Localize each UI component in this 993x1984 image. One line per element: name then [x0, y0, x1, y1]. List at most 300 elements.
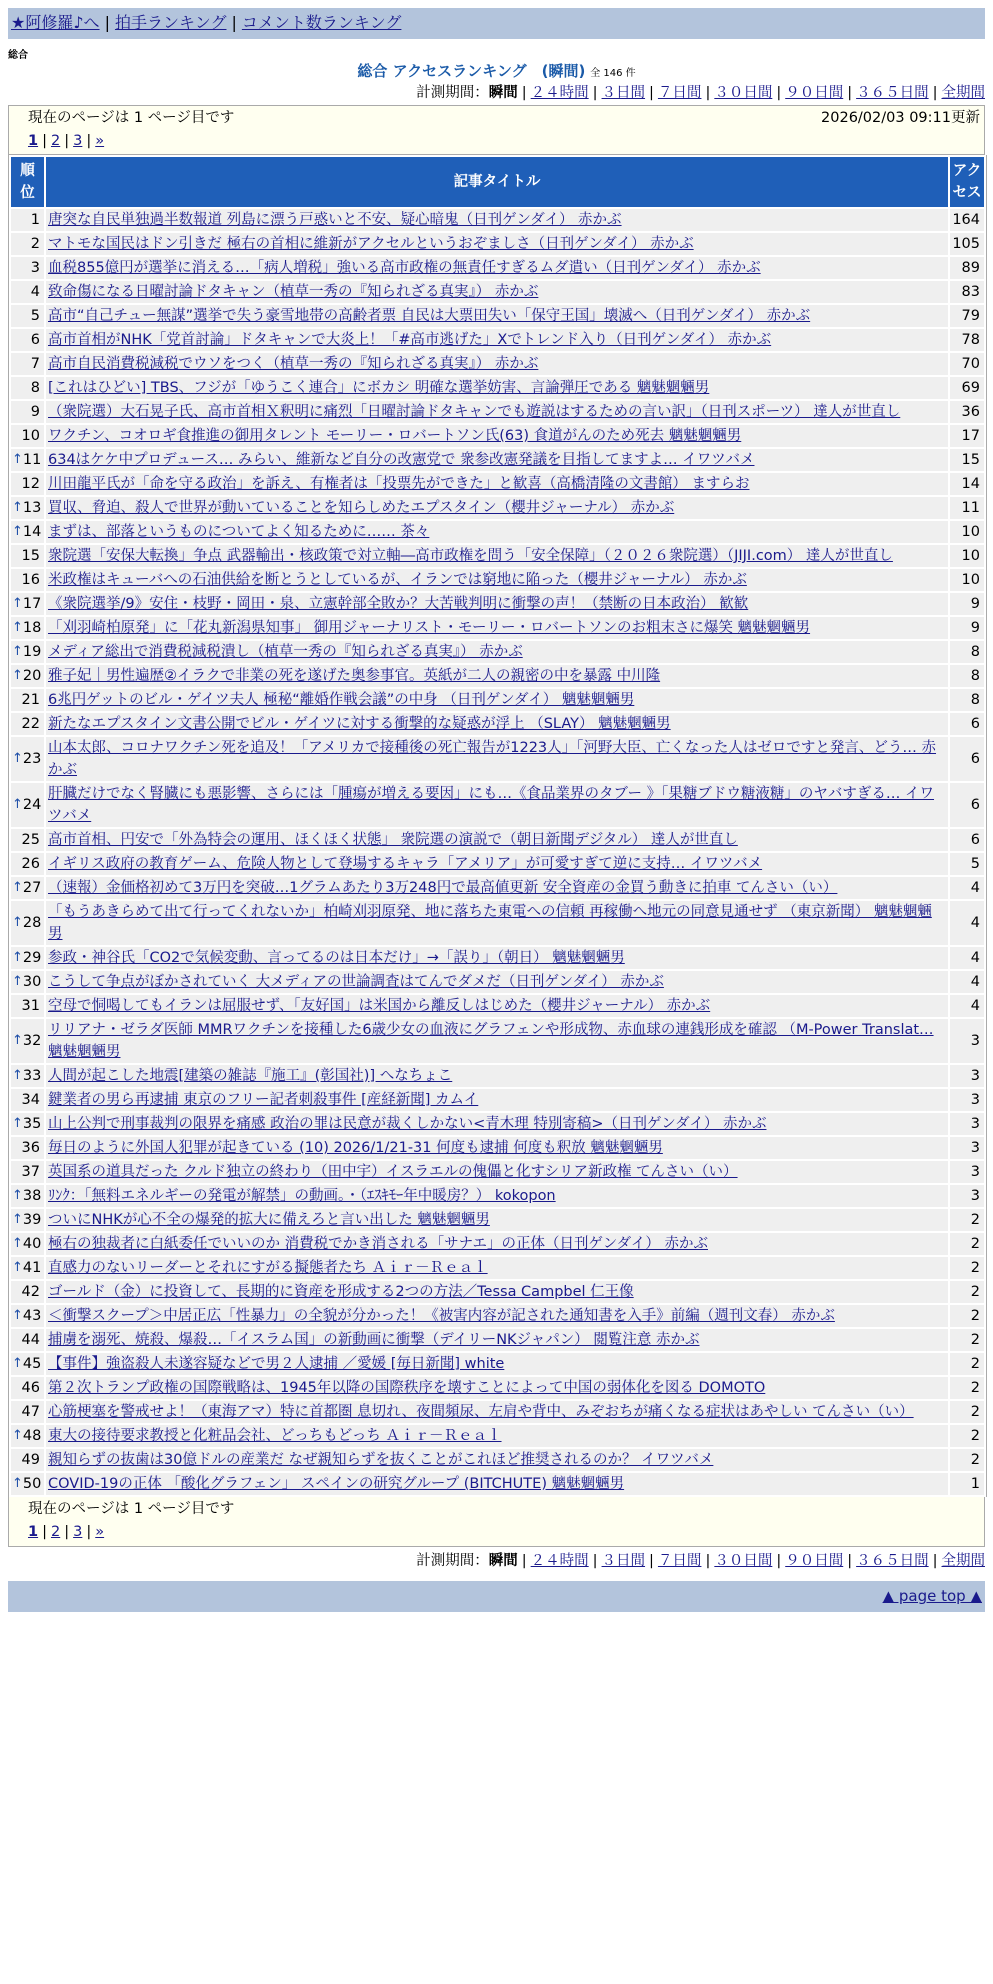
article-link[interactable]: 空母で恫喝してもイランは屈服せず、「友好国」は米国から離反しはじめた（櫻井ジャーナル） 赤かぶ — [48, 998, 711, 1014]
article-link[interactable]: （衆院選）大石晃子氏、高市首相Ｘ釈明に痛烈「日曜討論ドタキャンでも遊説はするための言い訳」（日刊スポーツ） 達人が世直し — [48, 404, 901, 420]
up-arrow-icon: ↑ — [12, 668, 23, 683]
article-link[interactable]: ゴールド（金）に投資して、長期的に資産を形成する2つの方法／Tessa Campbel 仁王像 — [48, 1284, 634, 1300]
rank-cell — [11, 1137, 44, 1159]
title-cell — [46, 641, 948, 663]
period-link-3[interactable]: ７日間 — [657, 1553, 702, 1569]
table-row — [11, 1425, 984, 1447]
up-arrow-icon: ↑ — [12, 1068, 23, 1083]
rank-cell — [11, 1113, 44, 1135]
access-count: 2 — [950, 1281, 984, 1303]
separator: | — [649, 1553, 654, 1569]
title-cell — [46, 1089, 948, 1111]
separator: | — [847, 1553, 853, 1569]
access-count: 1 — [950, 1473, 984, 1495]
access-count: 10 — [950, 521, 984, 543]
period-link-4[interactable]: ３０日間 — [714, 1553, 773, 1569]
access-count: 4 — [950, 947, 984, 969]
table-row — [11, 783, 984, 827]
title-cell — [46, 449, 948, 471]
article-link[interactable]: 人間が起こした地震[建築の雑誌『施工』(彰国社)] へなちょこ — [48, 1068, 453, 1084]
up-arrow-icon: ↑ — [12, 1212, 23, 1227]
article-link[interactable]: 買収、脅迫、殺人で世界が動いていることを知らしめたエプスタイン（櫻井ジャーナル） 赤かぶ — [48, 500, 675, 516]
article-link[interactable]: マトモな国民はドン引きだ 極右の首相に維新がアクセルというおぞましさ（日刊ゲンダイ） 赤かぶ — [48, 236, 694, 252]
rank-number: 21 — [21, 692, 40, 708]
period-link-3[interactable]: ７日間 — [657, 85, 702, 101]
rank-number: 7 — [30, 356, 40, 372]
clap-ranking-link[interactable]: 拍手ランキング — [114, 13, 227, 32]
rank-cell — [11, 377, 44, 399]
title-cell — [46, 1209, 948, 1231]
rank-number: 15 — [21, 548, 40, 564]
rank-number: 29 — [22, 950, 42, 966]
article-link[interactable]: 新たなエプスタイン文書公開でビル・ゲイツに対する衝撃的な疑惑が浮上 （SLAY） 魑魅魍魎男 — [48, 716, 671, 732]
page-link-1[interactable]: 2 — [50, 1524, 61, 1540]
article-link[interactable]: 【事件】強盗殺人未遂容疑などで男２人逮捕 ／愛媛 [毎日新聞] white — [48, 1356, 505, 1372]
period-label: 計測期間： — [416, 85, 489, 101]
page-link-3[interactable]: » — [95, 1524, 105, 1540]
page-links — [28, 1521, 984, 1544]
article-link[interactable]: リリアナ・ゼラダ医師 MMRワクチンを接種した6歳少女の血液にグラフェンや形成物、赤血球の連銭形成を確認 （M-Power Translat… 魑魅魍魎男 — [48, 1022, 934, 1060]
rank-cell — [11, 617, 44, 639]
article-link[interactable]: メディア総出で消費税減税潰し（植草一秀の『知られざる真実』） 赤かぶ — [48, 644, 523, 660]
up-arrow-icon: ↑ — [12, 500, 23, 515]
bottom-bar — [8, 1581, 985, 1612]
table-row — [11, 947, 984, 969]
table-row — [11, 353, 984, 375]
access-count: 70 — [950, 353, 984, 375]
up-arrow-icon: ↑ — [12, 452, 23, 467]
period-link-1[interactable]: ２４時間 — [530, 85, 589, 101]
access-count: 8 — [950, 689, 984, 711]
home-link[interactable]: ★阿修羅♪へ — [11, 13, 100, 32]
access-count: 8 — [950, 641, 984, 663]
rank-cell — [11, 329, 44, 351]
article-link[interactable]: ワクチン、コオロギ食推進の御用タレント モーリー・ロバートソン氏(63) 食道がんのため死去 魑魅魍魎男 — [48, 428, 742, 444]
title-cell — [46, 281, 948, 303]
article-link[interactable]: 東大の接待要求教授と化粧品会社、どっちもどっち Ａｉｒ－Ｒｅａｌ — [48, 1428, 502, 1444]
article-link[interactable]: 634はケケ中プロデュース… みらい、維新など自分の改憲党で 衆参改憲発議を目指してますよ… イワツバメ — [48, 452, 755, 468]
title-cell — [46, 425, 948, 447]
rank-number: 27 — [22, 880, 42, 896]
table-row — [11, 521, 984, 543]
article-link[interactable]: 唐突な自民単独過半数報道 列島に漂う戸惑いと不安、疑心暗鬼（日刊ゲンダイ） 赤かぶ — [48, 212, 622, 228]
up-arrow-icon: ↑ — [12, 1260, 23, 1275]
rank-cell — [11, 1185, 44, 1207]
article-link[interactable]: 川田龍平氏が「命を守る政治」を訴え、有権者は「投票先ができた」と歓喜（高橋清隆の文書館） ますらお — [48, 476, 750, 492]
up-arrow-icon: ↑ — [12, 596, 23, 611]
access-column-header — [950, 157, 984, 207]
title-cell — [46, 1305, 948, 1327]
article-link[interactable]: 米政権はキューバへの石油供給を断とうとしているが、イランでは窮地に陥った（櫻井ジャーナル） 赤かぶ — [48, 572, 747, 588]
article-link[interactable]: 雅子妃｜男性遍歴②イラクで非業の死を遂げた奥参事官。英紙が二人の親密の中を暴露 中川隆 — [48, 668, 661, 684]
title-cell — [46, 1449, 948, 1471]
rank-number: 3 — [30, 260, 40, 276]
article-link[interactable]: （速報）金価格初めて3万円を突破…1グラムあたり3万248円で最高値更新 安全資産の金買う動きに拍車 てんさい（い） — [48, 880, 838, 896]
rank-number: 42 — [21, 1284, 40, 1300]
article-link[interactable]: 高市首相、円安で「外為特会の運用、ほくほく状態」 衆院選の演説で（朝日新聞デジタル） 達人が世直し — [48, 832, 738, 848]
rank-number: 38 — [22, 1188, 42, 1204]
rank-number: 33 — [22, 1068, 42, 1084]
access-count: 9 — [950, 617, 984, 639]
rank-cell — [11, 1065, 44, 1087]
rank-cell — [11, 449, 44, 471]
rank-number: 5 — [30, 308, 40, 324]
rank-number: 4 — [30, 284, 40, 300]
period-label: 計測期間： — [416, 1553, 489, 1569]
page-top-link[interactable]: ▲ page top ▲ — [882, 1587, 982, 1605]
rank-number: 24 — [22, 797, 42, 813]
rank-cell — [11, 1161, 44, 1183]
article-link[interactable]: 山本太郎、コロナワクチン死を追及！「アメリカで接種後の死亡報告が1223人」「河野大臣、亡くなった人はゼロですと発言、どう… 赤かぶ — [48, 740, 937, 778]
rank-number: 37 — [21, 1164, 40, 1180]
pager-top — [8, 105, 985, 155]
separator: | — [521, 85, 527, 101]
rank-number: 10 — [21, 428, 40, 444]
rank-number: 18 — [22, 620, 42, 636]
ranking-table — [8, 155, 987, 1497]
page-link-2[interactable]: 3 — [73, 1524, 83, 1540]
rank-cell — [11, 593, 44, 615]
period-current-0: 瞬間 — [488, 1553, 518, 1569]
access-count: 17 — [950, 425, 984, 447]
period-link-7[interactable]: 全期間 — [941, 1553, 985, 1569]
period-link-5[interactable]: ９０日間 — [785, 1553, 844, 1569]
rank-number: 23 — [22, 751, 42, 767]
title-cell — [46, 353, 948, 375]
title-cell — [46, 1185, 948, 1207]
table-row — [11, 617, 984, 639]
access-count: 6 — [950, 713, 984, 735]
access-count: 6 — [950, 783, 984, 827]
period-link-2[interactable]: ３日間 — [601, 1553, 646, 1569]
period-link-5[interactable]: ９０日間 — [785, 85, 844, 101]
table-row — [11, 1353, 984, 1375]
rank-number: 34 — [21, 1092, 40, 1108]
up-arrow-icon: ↑ — [12, 620, 23, 635]
article-link[interactable]: 極右の独裁者に白紙委任でいいのか 消費税でかき消される「サナエ」の正体（日刊ゲンダイ） 赤かぶ — [48, 1236, 708, 1252]
table-row — [11, 425, 984, 447]
article-link[interactable]: 血税855億円が選挙に消える…「病人増税」強いる高市政権の無責任すぎるムダ遣い（日刊ゲンダイ） 赤かぶ — [48, 260, 761, 276]
rank-number: 28 — [22, 915, 42, 931]
separator: | — [42, 133, 47, 149]
rank-cell — [11, 281, 44, 303]
rank-cell — [11, 497, 44, 519]
rank-column-header — [11, 157, 44, 207]
up-arrow-icon: ↑ — [12, 524, 23, 539]
rank-number: 43 — [22, 1308, 42, 1324]
article-link[interactable]: 毎日のように外国人犯罪が起きている (10) 2026/1/21-31 何度も逮捕 何度も釈放 魑魅魍魎男 — [48, 1140, 663, 1156]
rank-number: 19 — [22, 644, 42, 660]
separator: | — [86, 1524, 92, 1540]
rank-cell — [11, 995, 44, 1017]
table-row — [11, 281, 984, 303]
article-link[interactable]: COVID-19の正体 「酸化グラフェン」 スペインの研究グループ (BITCHUTE) 魑魅魍魎男 — [48, 1476, 625, 1492]
rank-cell — [11, 1425, 44, 1447]
title-cell — [46, 783, 948, 827]
article-link[interactable]: 「もうあきらめて出て行ってくれないか」柏崎刈羽原発、地に落ちた東電への信頼 再稼働へ地元の同意見通せず （東京新聞） 魑魅魍魎男 — [48, 904, 932, 942]
page-link-3[interactable]: » — [95, 133, 105, 149]
article-link[interactable]: 参政・神谷氏「CO2で気候変動、言ってるのは日本だけ」→「誤り」（朝日） 魑魅魍魎男 — [48, 950, 625, 966]
period-selector-top — [8, 82, 985, 105]
period-link-1[interactable]: ２４時間 — [530, 1553, 589, 1569]
article-link[interactable]: 心筋梗塞を警戒せよ！（東海アマ）特に首都圏 息切れ、夜間頻尿、左肩や背中、みぞおちが痛くなる症状はあやしい てんさい（い） — [48, 1404, 914, 1420]
rank-number: 22 — [21, 716, 40, 732]
access-count: 3 — [950, 1137, 984, 1159]
rank-number: 20 — [22, 668, 42, 684]
access-count: 2 — [950, 1305, 984, 1327]
table-row — [11, 713, 984, 735]
title-column-header: 記事タイトル — [46, 157, 948, 207]
page-link-1[interactable]: 2 — [50, 133, 61, 149]
article-link[interactable]: まずは、部落というものについてよく知るために…… 茶々 — [48, 524, 430, 540]
rank-cell — [11, 1281, 44, 1303]
rank-number: 35 — [22, 1116, 42, 1132]
article-link[interactable]: 「刈羽崎柏原発」に「花丸新潟県知事」 御用ジャーナリスト・モーリー・ロバートソンのお粗末さに爆笑 魑魅魍魎男 — [48, 620, 811, 636]
period-link-4[interactable]: ３０日間 — [714, 85, 773, 101]
article-link[interactable]: [これはひどい] TBS、フジが「ゆうこく連合」にボカシ 明確な選挙妨害、言論弾圧である 魑魅魍魎男 — [48, 380, 710, 396]
page-link-0[interactable]: 1 — [28, 133, 39, 149]
rank-number: 30 — [22, 974, 42, 990]
rank-cell — [11, 545, 44, 567]
title-cell — [46, 877, 948, 899]
up-arrow-icon: ↑ — [12, 974, 23, 989]
table-row — [11, 401, 984, 423]
up-arrow-icon: ↑ — [12, 797, 23, 812]
table-row — [11, 1449, 984, 1471]
separator: | — [705, 85, 711, 101]
article-link[interactable]: 鍵業者の男ら再逮捕 東京のフリー記者刺殺事件 [産経新聞] カムイ — [48, 1092, 479, 1108]
table-row — [11, 853, 984, 875]
table-row — [11, 593, 984, 615]
table-row — [11, 641, 984, 663]
table-row — [11, 329, 984, 351]
rank-cell — [11, 737, 44, 781]
separator: | — [592, 1553, 598, 1569]
rank-cell — [11, 665, 44, 687]
comment-ranking-link[interactable]: コメント数ランキング — [241, 13, 402, 32]
up-arrow-icon: ↑ — [12, 915, 23, 930]
rank-cell — [11, 473, 44, 495]
rank-cell — [11, 1089, 44, 1111]
title-cell — [46, 521, 948, 543]
separator: | — [64, 133, 70, 149]
title-cell — [46, 305, 948, 327]
table-row — [11, 449, 984, 471]
up-arrow-icon: ↑ — [12, 1356, 23, 1371]
period-link-6[interactable]: ３６５日間 — [856, 1553, 929, 1569]
rank-cell — [11, 1305, 44, 1327]
rank-number: 26 — [21, 856, 40, 872]
title-cell — [46, 1401, 948, 1423]
header-part: 位 — [20, 185, 35, 201]
up-arrow-icon: ↑ — [12, 880, 23, 895]
access-count: 3 — [950, 1019, 984, 1063]
title-cell — [46, 971, 948, 993]
title-cell — [46, 377, 948, 399]
rank-number: 49 — [21, 1452, 40, 1468]
table-row — [11, 665, 984, 687]
rank-number: 17 — [22, 596, 42, 612]
table-header-row — [11, 157, 984, 207]
page-link-2[interactable]: 3 — [73, 133, 83, 149]
access-count: 5 — [950, 853, 984, 875]
table-row — [11, 1377, 984, 1399]
table-row — [11, 1161, 984, 1183]
ranking-title: 総合 アクセスランキング (瞬間) — [357, 62, 586, 80]
access-count: 14 — [950, 473, 984, 495]
rank-number: 40 — [22, 1236, 42, 1252]
period-link-2[interactable]: ３日間 — [601, 85, 646, 101]
rank-cell — [11, 1257, 44, 1279]
table-row — [11, 829, 984, 851]
separator: | — [776, 85, 782, 101]
title-cell — [46, 1161, 948, 1183]
article-link[interactable]: 高市首相がNHK「党首討論」ドタキャンで大炎上！「#高市逃げた」Xでトレンド入り（日刊ゲンダイ） 赤かぶ — [48, 332, 772, 348]
access-count: 83 — [950, 281, 984, 303]
rank-number: 32 — [22, 1033, 42, 1049]
access-count: 3 — [950, 1065, 984, 1087]
article-link[interactable]: ＜衝撃スクープ＞中居正広「性暴力」の全貌が分かった！《被害内容が記された通知書を入手》前編（週刊文春） 赤かぶ — [48, 1308, 835, 1324]
up-arrow-icon: ↑ — [12, 1188, 23, 1203]
article-link[interactable]: 第２次トランプ政権の国際戦略は、1945年以降の国際秩序を壊すことによって中国の弱体化を図る DOMOTO — [48, 1380, 766, 1396]
title-cell — [46, 233, 948, 255]
article-link[interactable]: 致命傷になる日曜討論ドタキャン（植草一秀の『知られざる真実』） 赤かぶ — [48, 284, 539, 300]
separator: | — [86, 133, 92, 149]
article-link[interactable]: こうして争点がぼかされていく 大メディアの世論調査はてんでダメだ（日刊ゲンダイ） 赤かぶ — [48, 974, 664, 990]
access-count: 2 — [950, 1353, 984, 1375]
separator: | — [932, 85, 938, 101]
rank-number: 39 — [22, 1212, 42, 1228]
rank-cell — [11, 257, 44, 279]
current-page-text: 現在のページは 1 ページ目です — [28, 1501, 235, 1517]
table-row — [11, 569, 984, 591]
separator: | — [104, 13, 110, 32]
table-row — [11, 1065, 984, 1087]
rank-number: 12 — [21, 476, 40, 492]
access-count: 2 — [950, 1425, 984, 1447]
table-row — [11, 995, 984, 1017]
up-arrow-icon: ↑ — [12, 1116, 23, 1131]
rank-number: 14 — [22, 524, 42, 540]
rank-cell — [11, 853, 44, 875]
page-link-0[interactable]: 1 — [28, 1524, 39, 1540]
title-cell — [46, 853, 948, 875]
table-row — [11, 1401, 984, 1423]
rank-cell — [11, 947, 44, 969]
table-row — [11, 377, 984, 399]
access-count: 105 — [950, 233, 984, 255]
rank-cell — [11, 1329, 44, 1351]
rank-number: 46 — [21, 1380, 40, 1396]
rank-number: 44 — [21, 1332, 40, 1348]
access-count: 4 — [950, 901, 984, 945]
article-link[interactable]: 親知らずの抜歯は30億ドルの産業だ なぜ親知らずを抜くことがこれほど推奨されるのか？ イワツバメ — [48, 1452, 714, 1468]
title-cell — [46, 1425, 948, 1447]
title-cell — [46, 1113, 948, 1135]
title-cell — [46, 829, 948, 851]
separator: | — [231, 13, 237, 32]
rank-number: 31 — [21, 998, 40, 1014]
rank-number: 41 — [22, 1260, 42, 1276]
access-count: 6 — [950, 737, 984, 781]
article-count: 全 146 件 — [590, 68, 636, 79]
access-count: 2 — [950, 1401, 984, 1423]
header-part: 順 — [20, 163, 35, 179]
article-link[interactable]: 捕虜を溺死、焼殺、爆殺…「イスラム国」の新動画に衝撃（デイリーNKジャパン） 閲覧注意 赤かぶ — [48, 1332, 700, 1348]
table-row — [11, 877, 984, 899]
article-link[interactable]: 衆院選「安保大転換」争点 武器輸出・核政策で対立軸―高市政権を問う「安全保障」（２０２６衆院選）（JIJI.com） 達人が世直し — [48, 548, 893, 564]
header-part: セス — [952, 185, 982, 201]
separator: | — [932, 1553, 938, 1569]
rank-number: 50 — [22, 1476, 42, 1492]
rank-cell — [11, 1377, 44, 1399]
table-row — [11, 209, 984, 231]
access-count: 3 — [950, 1089, 984, 1111]
article-link[interactable]: 肝臓だけでなく腎臓にも悪影響、さらには「腫瘍が増える要因」にも…《食品業界のタブー 》「果糖ブドウ糖液糖」のヤバすぎる… イワツバメ — [48, 786, 935, 824]
rank-cell — [11, 425, 44, 447]
access-count: 4 — [950, 971, 984, 993]
article-link[interactable]: 高市“自己チュー無謀”選挙で失う豪雪地帯の高齢者票 自民は大票田失い「保守王国」壊滅へ（日刊ゲンダイ） 赤かぶ — [48, 308, 811, 324]
rank-cell — [11, 877, 44, 899]
article-link[interactable]: 《衆院選挙/9》安住・枝野・岡田・泉、立憲幹部全敗か？大苦戦判明に衝撃の声！（禁断の日本政治） 歓歓 — [48, 596, 749, 612]
access-count: 3 — [950, 1161, 984, 1183]
table-row — [11, 233, 984, 255]
article-link[interactable]: 直感力のないリーダーとそれにすがる擬態者たち Ａｉｒ－Ｒｅａｌ — [48, 1260, 488, 1276]
rank-cell — [11, 401, 44, 423]
table-row — [11, 1019, 984, 1063]
access-count: 3 — [950, 1185, 984, 1207]
table-row — [11, 1209, 984, 1231]
up-arrow-icon: ↑ — [12, 644, 23, 659]
up-arrow-icon: ↑ — [12, 1428, 23, 1443]
rank-cell — [11, 353, 44, 375]
article-link[interactable]: ﾘﾝｸ：「無料エネルギーの発電が解禁」の動画。・（ｴｽｷﾓｰ年中暖房？） kokopon — [48, 1188, 556, 1204]
rank-cell — [11, 641, 44, 663]
period-current-0: 瞬間 — [488, 85, 518, 101]
title-cell — [46, 1473, 948, 1495]
access-count: 10 — [950, 569, 984, 591]
title-cell — [46, 1257, 948, 1279]
article-link[interactable]: 高市自民消費税減税でウソをつく（植草一秀の『知られざる真実』） 赤かぶ — [48, 356, 539, 372]
period-link-6[interactable]: ３６５日間 — [856, 85, 929, 101]
access-count: 2 — [950, 1209, 984, 1231]
rank-cell — [11, 689, 44, 711]
article-link[interactable]: イギリス政府の教育ゲーム、危険人物として登場するキャラ「アメリア」が可愛すぎて逆に支持… イワツバメ — [48, 856, 763, 872]
table-row — [11, 1305, 984, 1327]
access-count: 2 — [950, 1233, 984, 1255]
article-link[interactable]: ついにNHKが心不全の爆発的拡大に備えろと言い出した 魑魅魍魎男 — [48, 1212, 490, 1228]
rank-cell — [11, 233, 44, 255]
rank-cell — [11, 1233, 44, 1255]
article-link[interactable]: 6兆円ゲットのビル・ゲイツ夫人 極秘“離婚作戦会議”の中身 （日刊ゲンダイ） 魑魅魍魎男 — [48, 692, 635, 708]
rank-number: 6 — [30, 332, 40, 348]
current-page-text: 現在のページは 1 ページ目です — [28, 110, 235, 126]
title-cell — [46, 545, 948, 567]
title-cell — [46, 497, 948, 519]
header-part: アク — [952, 163, 982, 179]
table-row — [11, 1233, 984, 1255]
rank-number: 8 — [30, 380, 40, 396]
access-count: 8 — [950, 665, 984, 687]
period-link-7[interactable]: 全期間 — [941, 85, 985, 101]
table-row — [11, 971, 984, 993]
rank-number: 9 — [30, 404, 40, 420]
page-links — [28, 130, 984, 153]
article-link[interactable]: 山上公判で刑事裁判の限界を痛感 政治の罪は民意が裁くしかない<青木理 特別寄稿>（日刊ゲンダイ） 赤かぶ — [48, 1116, 767, 1132]
separator: | — [847, 85, 853, 101]
access-count: 36 — [950, 401, 984, 423]
article-link[interactable]: 英国系の道具だった クルド独立の終わり（田中宇）イスラエルの傀儡と化すシリア新政権 てんさい（い） — [48, 1164, 738, 1180]
